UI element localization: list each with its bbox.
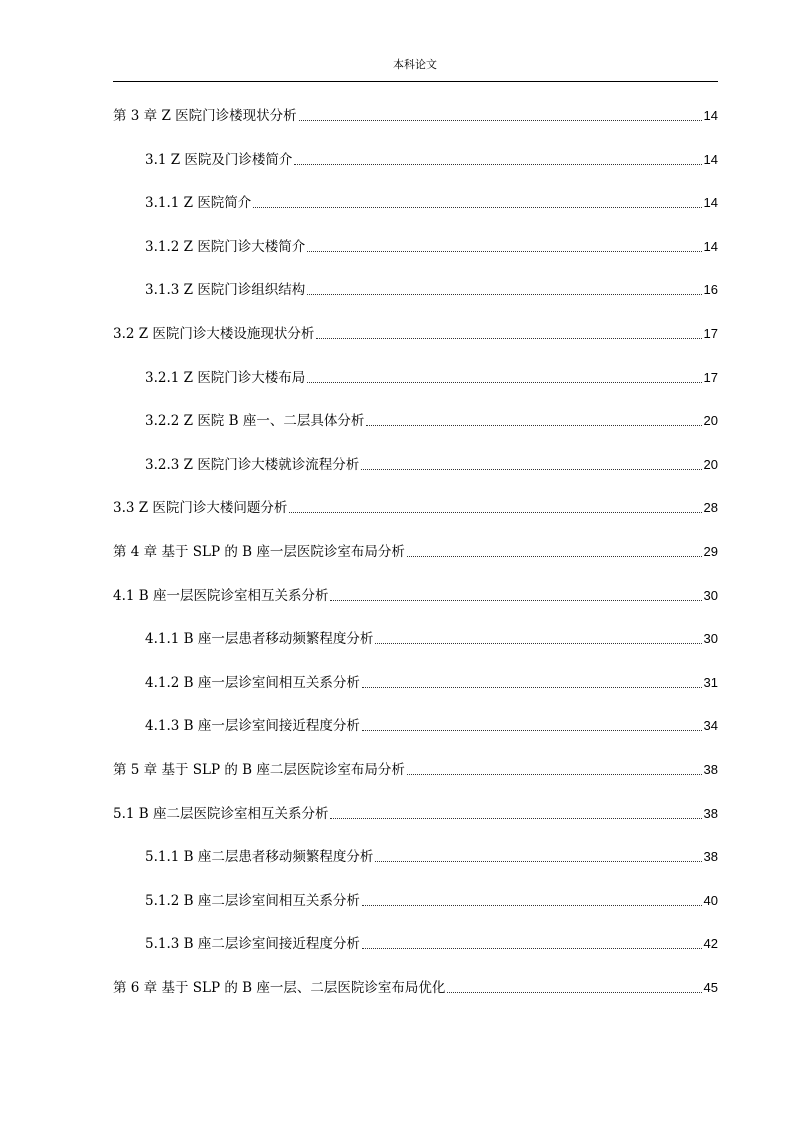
toc-entry-title: 3.2.1 Z 医院门诊大楼布局 xyxy=(145,369,306,386)
toc-dot-leader xyxy=(316,338,701,339)
toc-entry-title: 4.1.3 B 座一层诊室间接近程度分析 xyxy=(145,718,360,735)
toc-entry-page-number: 14 xyxy=(703,238,718,254)
toc-dot-leader xyxy=(307,382,701,383)
toc-entry[interactable] xyxy=(113,978,718,998)
toc-entry[interactable] xyxy=(113,324,718,344)
toc-entry[interactable] xyxy=(145,934,718,954)
toc-entry-page-number: 30 xyxy=(703,587,718,603)
toc-entry-title: 3.3 Z 医院门诊大楼问题分析 xyxy=(113,500,288,517)
toc-entry-page-number: 17 xyxy=(703,369,718,385)
toc-entry-title: 5.1.1 B 座二层患者移动频繁程度分析 xyxy=(145,849,374,866)
toc-entry-title: 5.1.2 B 座二层诊室间相互关系分析 xyxy=(145,892,360,909)
toc-entry-title: 3.1.1 Z 医院简介 xyxy=(145,195,252,212)
toc-entry-page-number: 38 xyxy=(703,762,718,777)
toc-entry-title: 第 3 章 Z 医院门诊楼现状分析 xyxy=(113,108,297,124)
toc-entry[interactable] xyxy=(145,411,718,431)
toc-dot-leader xyxy=(366,425,701,426)
toc-dot-leader xyxy=(307,251,701,252)
toc-entry[interactable] xyxy=(145,237,718,257)
toc-dot-leader xyxy=(299,120,702,121)
toc-entry-title: 第 4 章 基于 SLP 的 B 座一层医院诊室布局分析 xyxy=(113,544,405,560)
toc-entry[interactable] xyxy=(145,891,718,911)
toc-entry[interactable] xyxy=(145,673,718,693)
toc-entry[interactable] xyxy=(113,804,718,824)
toc-entry[interactable] xyxy=(145,716,718,736)
toc-entry[interactable] xyxy=(113,586,718,606)
page-header-title: 本科论文 xyxy=(393,58,437,71)
toc-dot-leader xyxy=(362,687,702,688)
toc-entry-page-number: 42 xyxy=(703,936,718,952)
toc-entry[interactable] xyxy=(145,368,718,388)
toc-entry-page-number: 14 xyxy=(703,108,718,123)
toc-dot-leader xyxy=(407,556,702,557)
toc-entry-page-number: 45 xyxy=(703,980,718,995)
toc-entry-title: 3.2.3 Z 医院门诊大楼就诊流程分析 xyxy=(145,456,360,473)
toc-entry[interactable] xyxy=(145,629,718,649)
toc-entry[interactable] xyxy=(145,847,718,867)
toc-entry-title: 3.1.3 Z 医院门诊组织结构 xyxy=(145,282,306,299)
toc-entry[interactable] xyxy=(145,455,718,475)
toc-entry-page-number: 20 xyxy=(703,413,718,429)
toc-dot-leader xyxy=(407,774,702,775)
toc-entry-title: 4.1.1 B 座一层患者移动频繁程度分析 xyxy=(145,631,374,648)
toc-entry-page-number: 31 xyxy=(703,674,718,690)
toc-dot-leader xyxy=(307,294,701,295)
toc-dot-leader xyxy=(447,992,701,993)
toc-dot-leader xyxy=(375,643,701,644)
toc-dot-leader xyxy=(289,512,701,513)
toc-entry-title: 第 5 章 基于 SLP 的 B 座二层医院诊室布局分析 xyxy=(113,762,405,778)
toc-entry[interactable] xyxy=(113,760,718,780)
toc-entry-title: 5.1 B 座二层医院诊室相互关系分析 xyxy=(113,805,329,822)
toc-entry-page-number: 28 xyxy=(703,500,718,516)
header-divider xyxy=(113,81,718,82)
toc-entry-page-number: 34 xyxy=(703,718,718,734)
toc-entry-page-number: 38 xyxy=(703,849,718,865)
toc-entry-title: 4.1 B 座一层医院诊室相互关系分析 xyxy=(113,587,329,604)
toc-entry-page-number: 38 xyxy=(703,805,718,821)
toc-entry-page-number: 16 xyxy=(703,282,718,298)
toc-dot-leader xyxy=(375,861,701,862)
toc-dot-leader xyxy=(361,469,701,470)
toc-entry-page-number: 14 xyxy=(703,151,718,167)
toc-dot-leader xyxy=(253,207,701,208)
toc-entry-title: 3.2 Z 医院门诊大楼设施现状分析 xyxy=(113,326,315,342)
toc-entry[interactable] xyxy=(113,106,718,126)
toc-dot-leader xyxy=(330,818,701,819)
toc-entry-title: 5.1.3 B 座二层诊室间接近程度分析 xyxy=(145,936,360,953)
toc-entry-page-number: 14 xyxy=(703,195,718,211)
toc-dot-leader xyxy=(294,164,701,165)
toc-entry[interactable] xyxy=(113,542,718,562)
toc-entry[interactable] xyxy=(145,193,718,213)
toc-entry[interactable] xyxy=(113,498,718,518)
toc-entry-title: 第 6 章 基于 SLP 的 B 座一层、二层医院诊室布局优化 xyxy=(113,980,446,996)
toc-entry[interactable] xyxy=(145,150,718,170)
toc-entry[interactable] xyxy=(145,280,718,300)
toc-dot-leader xyxy=(362,905,702,906)
toc-entry-title: 3.1.2 Z 医院门诊大楼简介 xyxy=(145,238,306,255)
toc-entry-page-number: 20 xyxy=(703,456,718,472)
toc-entry-page-number: 30 xyxy=(703,631,718,647)
toc-entry-title: 3.2.2 Z 医院 B 座一、二层具体分析 xyxy=(145,413,365,430)
toc-dot-leader xyxy=(362,948,702,949)
toc-entry-page-number: 17 xyxy=(703,326,718,341)
toc-dot-leader xyxy=(362,730,702,731)
toc-entry-page-number: 29 xyxy=(703,544,718,559)
toc-entry-title: 3.1 Z 医院及门诊楼简介 xyxy=(145,151,293,168)
toc-entry-page-number: 40 xyxy=(703,892,718,908)
toc-dot-leader xyxy=(330,600,701,601)
toc-entry-title: 4.1.2 B 座一层诊室间相互关系分析 xyxy=(145,674,360,691)
